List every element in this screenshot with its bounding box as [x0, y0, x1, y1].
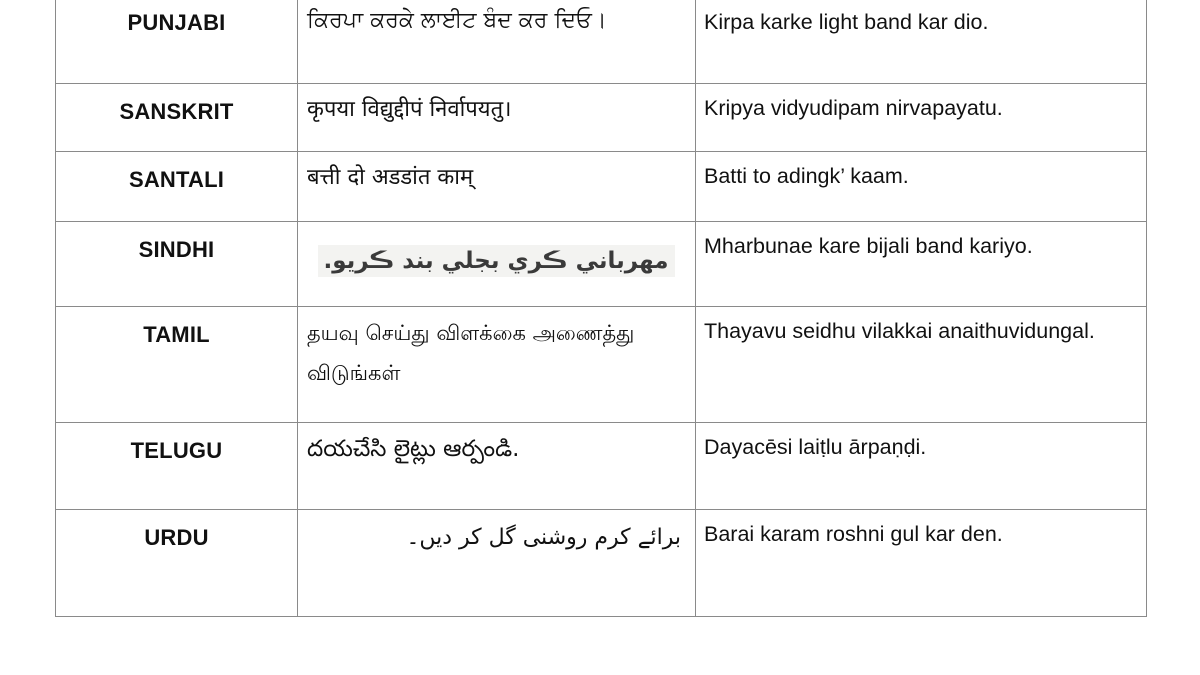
transliteration-cell [696, 0, 1147, 84]
language-cell [56, 152, 298, 222]
language-cell [56, 0, 298, 84]
transliteration-text: Dayacēsi laiṭlu ārpaṇḍi. [704, 435, 927, 459]
native-text: தயவு செய்து விளக்கை அணைத்து விடுங்கள் [307, 321, 635, 385]
transliteration-text: Batti to adingk’ kaam. [704, 164, 909, 188]
transliteration-cell [696, 307, 1147, 423]
native-text: برائے کرم روشنی گل کر دیں۔ [406, 525, 681, 550]
native-script-cell [298, 0, 696, 84]
table-row [56, 0, 1147, 84]
transliteration-cell [696, 423, 1147, 510]
transliteration-cell [696, 222, 1147, 307]
language-name: SANTALI [128, 167, 225, 192]
transliteration-text: Kirpa karke light band kar dio. [704, 10, 989, 34]
language-translation-table [55, 0, 1147, 617]
native-text: बत्ती दो अडडांत काम् [307, 165, 474, 190]
table-row [56, 423, 1147, 510]
transliteration-text: Mharbunae kare bijali band kariyo. [704, 234, 1033, 258]
language-cell [56, 84, 298, 152]
language-name: SINDHI [138, 237, 215, 262]
language-name: PUNJABI [127, 10, 226, 35]
native-script-cell [298, 152, 696, 222]
native-script-cell [298, 510, 696, 617]
native-text: مهرباني ڪري بجلي بند ڪريو. [318, 245, 675, 277]
transliteration-cell [696, 84, 1147, 152]
language-name: URDU [144, 525, 209, 550]
language-name: TAMIL [143, 322, 210, 347]
native-script-cell [298, 222, 696, 307]
native-text-image [298, 222, 695, 282]
language-cell [56, 307, 298, 423]
native-script-cell [298, 423, 696, 510]
transliteration-text: Thayavu seidhu vilakkai anaithuvidungal. [704, 319, 1095, 343]
transliteration-text: Kripya vidyudipam nirvapayatu. [704, 96, 1003, 120]
native-text: ਕਿਰਪਾ ਕਰਕੇ ਲਾਈਟ ਬੰਦ ਕਰ ਦਿਓ। [307, 8, 607, 33]
native-text: దయచేసి లైట్లు ఆర్పండి. [307, 436, 520, 462]
transliteration-text: Barai karam roshni gul kar den. [704, 522, 1003, 546]
native-text: कृपया विद्युद्दीपं निर्वापयतु। [307, 97, 512, 122]
language-cell [56, 222, 298, 307]
language-cell [56, 510, 298, 617]
native-script-cell [298, 307, 696, 423]
table-row [56, 222, 1147, 307]
table-row [56, 307, 1147, 423]
table-row [56, 84, 1147, 152]
table-row [56, 510, 1147, 617]
language-name: TELUGU [130, 438, 223, 463]
native-script-cell [298, 84, 696, 152]
transliteration-cell [696, 152, 1147, 222]
language-name: SANSKRIT [119, 99, 234, 124]
language-cell [56, 423, 298, 510]
table-row [56, 152, 1147, 222]
transliteration-cell [696, 510, 1147, 617]
